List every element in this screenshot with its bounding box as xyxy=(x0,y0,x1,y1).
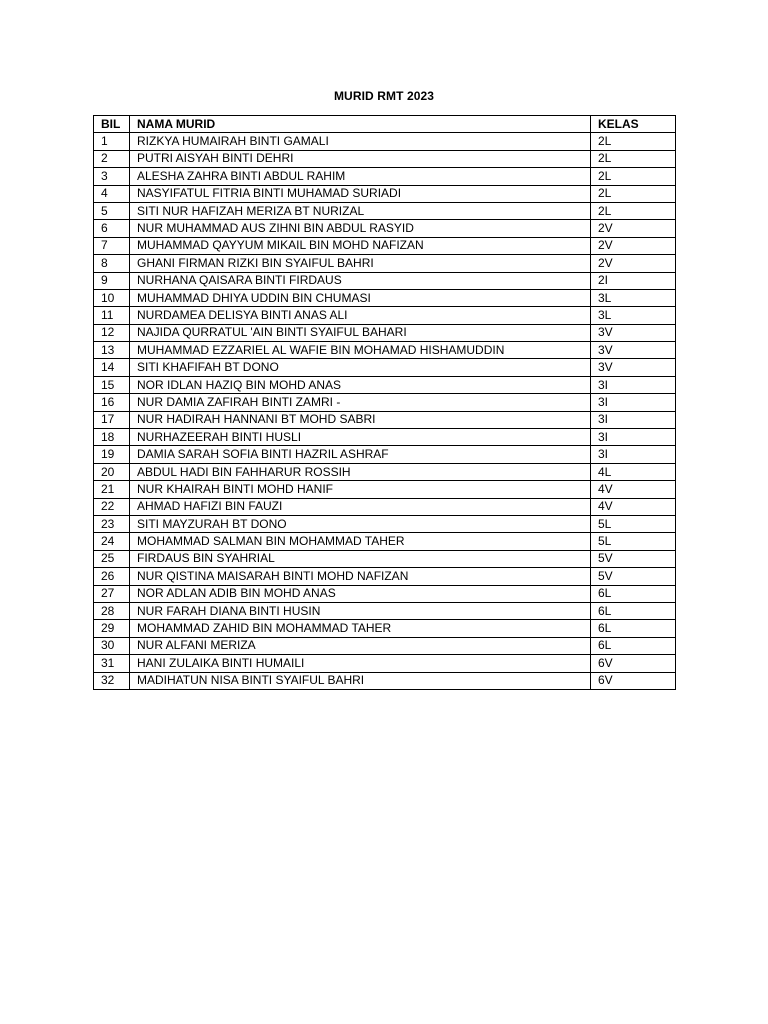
cell-nama: NUR DAMIA ZAFIRAH BINTI ZAMRI - xyxy=(130,394,591,411)
cell-bil: 5 xyxy=(94,202,130,219)
cell-kelas: 4V xyxy=(591,498,676,515)
cell-bil: 2 xyxy=(94,150,130,167)
table-row xyxy=(94,376,676,393)
cell-bil: 15 xyxy=(94,376,130,393)
table-row xyxy=(94,655,676,672)
cell-kelas: 3I xyxy=(591,394,676,411)
cell-nama: NUR QISTINA MAISARAH BINTI MOHD NAFIZAN xyxy=(130,568,591,585)
cell-nama: GHANI FIRMAN RIZKI BIN SYAIFUL BAHRI xyxy=(130,255,591,272)
cell-kelas: 5V xyxy=(591,550,676,567)
cell-nama: SITI KHAFIFAH BT DONO xyxy=(130,359,591,376)
cell-bil: 30 xyxy=(94,637,130,654)
cell-bil: 3 xyxy=(94,168,130,185)
cell-bil: 19 xyxy=(94,446,130,463)
cell-nama: MUHAMMAD QAYYUM MIKAIL BIN MOHD NAFIZAN xyxy=(130,237,591,254)
table-row xyxy=(94,342,676,359)
cell-kelas: 2V xyxy=(591,237,676,254)
table-row xyxy=(94,255,676,272)
cell-nama: MOHAMMAD ZAHID BIN MOHAMMAD TAHER xyxy=(130,620,591,637)
cell-nama: NASYIFATUL FITRIA BINTI MUHAMAD SURIADI xyxy=(130,185,591,202)
cell-nama: NUR ALFANI MERIZA xyxy=(130,637,591,654)
cell-bil: 18 xyxy=(94,429,130,446)
table-row xyxy=(94,394,676,411)
student-table xyxy=(93,115,676,690)
cell-nama: NURHANA QAISARA BINTI FIRDAUS xyxy=(130,272,591,289)
cell-bil: 32 xyxy=(94,672,130,689)
table-row xyxy=(94,220,676,237)
cell-kelas: 3V xyxy=(591,342,676,359)
table-row xyxy=(94,481,676,498)
table-row xyxy=(94,515,676,532)
cell-kelas: 5L xyxy=(591,515,676,532)
cell-bil: 28 xyxy=(94,602,130,619)
table-row xyxy=(94,289,676,306)
page-title: MURID RMT 2023 xyxy=(333,89,435,103)
cell-nama: NUR MUHAMMAD AUS ZIHNI BIN ABDUL RASYID xyxy=(130,220,591,237)
cell-nama: HANI ZULAIKA BINTI HUMAILI xyxy=(130,655,591,672)
cell-bil: 10 xyxy=(94,289,130,306)
cell-kelas: 6L xyxy=(591,602,676,619)
cell-nama: DAMIA SARAH SOFIA BINTI HAZRIL ASHRAF xyxy=(130,446,591,463)
cell-bil: 13 xyxy=(94,342,130,359)
cell-nama: ALESHA ZAHRA BINTI ABDUL RAHIM xyxy=(130,168,591,185)
cell-kelas: 3I xyxy=(591,376,676,393)
cell-nama: NOR IDLAN HAZIQ BIN MOHD ANAS xyxy=(130,376,591,393)
cell-kelas: 2V xyxy=(591,220,676,237)
cell-kelas: 3I xyxy=(591,446,676,463)
cell-bil: 11 xyxy=(94,307,130,324)
table-row xyxy=(94,168,676,185)
table-row xyxy=(94,446,676,463)
cell-bil: 12 xyxy=(94,324,130,341)
cell-kelas: 2V xyxy=(591,255,676,272)
table-row xyxy=(94,620,676,637)
cell-kelas: 4L xyxy=(591,463,676,480)
cell-bil: 8 xyxy=(94,255,130,272)
cell-nama: NURHAZEERAH BINTI HUSLI xyxy=(130,429,591,446)
column-header-bil: BIL xyxy=(94,116,130,133)
cell-kelas: 4V xyxy=(591,481,676,498)
cell-bil: 4 xyxy=(94,185,130,202)
cell-nama: ABDUL HADI BIN FAHHARUR ROSSIH xyxy=(130,463,591,480)
cell-bil: 23 xyxy=(94,515,130,532)
table-row xyxy=(94,359,676,376)
cell-bil: 24 xyxy=(94,533,130,550)
table-row xyxy=(94,133,676,150)
cell-nama: MOHAMMAD SALMAN BIN MOHAMMAD TAHER xyxy=(130,533,591,550)
cell-kelas: 3V xyxy=(591,359,676,376)
cell-bil: 20 xyxy=(94,463,130,480)
cell-nama: NOR ADLAN ADIB BIN MOHD ANAS xyxy=(130,585,591,602)
table-row xyxy=(94,272,676,289)
cell-kelas: 2L xyxy=(591,185,676,202)
table-row xyxy=(94,324,676,341)
cell-bil: 22 xyxy=(94,498,130,515)
table-row xyxy=(94,150,676,167)
cell-bil: 27 xyxy=(94,585,130,602)
cell-nama: NUR FARAH DIANA BINTI HUSIN xyxy=(130,602,591,619)
cell-bil: 26 xyxy=(94,568,130,585)
cell-bil: 7 xyxy=(94,237,130,254)
cell-kelas: 2L xyxy=(591,133,676,150)
cell-kelas: 6V xyxy=(591,655,676,672)
cell-nama: PUTRI AISYAH BINTI DEHRI xyxy=(130,150,591,167)
column-header-nama: NAMA MURID xyxy=(130,116,591,133)
table-row xyxy=(94,185,676,202)
cell-nama: FIRDAUS BIN SYAHRIAL xyxy=(130,550,591,567)
cell-kelas: 6V xyxy=(591,672,676,689)
cell-kelas: 5V xyxy=(591,568,676,585)
cell-bil: 1 xyxy=(94,133,130,150)
cell-bil: 31 xyxy=(94,655,130,672)
cell-kelas: 3L xyxy=(591,289,676,306)
cell-nama: AHMAD HAFIZI BIN FAUZI xyxy=(130,498,591,515)
table-row xyxy=(94,550,676,567)
cell-nama: RIZKYA HUMAIRAH BINTI GAMALI xyxy=(130,133,591,150)
table-row xyxy=(94,411,676,428)
cell-bil: 6 xyxy=(94,220,130,237)
cell-bil: 9 xyxy=(94,272,130,289)
table-row xyxy=(94,202,676,219)
table-row xyxy=(94,585,676,602)
cell-kelas: 2L xyxy=(591,168,676,185)
table-row xyxy=(94,533,676,550)
table-row xyxy=(94,429,676,446)
table-header-row xyxy=(94,116,676,133)
cell-kelas: 2L xyxy=(591,202,676,219)
cell-nama: MADIHATUN NISA BINTI SYAIFUL BAHRI xyxy=(130,672,591,689)
cell-nama: MUHAMMAD DHIYA UDDIN BIN CHUMASI xyxy=(130,289,591,306)
cell-nama: NUR HADIRAH HANNANI BT MOHD SABRI xyxy=(130,411,591,428)
cell-bil: 25 xyxy=(94,550,130,567)
cell-bil: 14 xyxy=(94,359,130,376)
cell-kelas: 6L xyxy=(591,637,676,654)
table-row xyxy=(94,602,676,619)
cell-kelas: 6L xyxy=(591,585,676,602)
table-row xyxy=(94,568,676,585)
cell-nama: NURDAMEA DELISYA BINTI ANAS ALI xyxy=(130,307,591,324)
cell-nama: NUR KHAIRAH BINTI MOHD HANIF xyxy=(130,481,591,498)
cell-kelas: 2I xyxy=(591,272,676,289)
cell-kelas: 3I xyxy=(591,411,676,428)
cell-kelas: 2L xyxy=(591,150,676,167)
table-row xyxy=(94,463,676,480)
cell-nama: SITI MAYZURAH BT DONO xyxy=(130,515,591,532)
table-row xyxy=(94,672,676,689)
cell-kelas: 3V xyxy=(591,324,676,341)
cell-bil: 16 xyxy=(94,394,130,411)
cell-bil: 17 xyxy=(94,411,130,428)
cell-bil: 21 xyxy=(94,481,130,498)
cell-nama: MUHAMMAD EZZARIEL AL WAFIE BIN MOHAMAD HISHAMUDDIN xyxy=(130,342,591,359)
cell-kelas: 3I xyxy=(591,429,676,446)
cell-nama: SITI NUR HAFIZAH MERIZA BT NURIZAL xyxy=(130,202,591,219)
table-row xyxy=(94,307,676,324)
cell-nama: NAJIDA QURRATUL 'AIN BINTI SYAIFUL BAHARI xyxy=(130,324,591,341)
table-row xyxy=(94,498,676,515)
table-row xyxy=(94,237,676,254)
cell-kelas: 5L xyxy=(591,533,676,550)
table-body xyxy=(94,133,676,690)
cell-kelas: 6L xyxy=(591,620,676,637)
cell-bil: 29 xyxy=(94,620,130,637)
table-row xyxy=(94,637,676,654)
cell-kelas: 3L xyxy=(591,307,676,324)
column-header-kelas: KELAS xyxy=(591,116,676,133)
